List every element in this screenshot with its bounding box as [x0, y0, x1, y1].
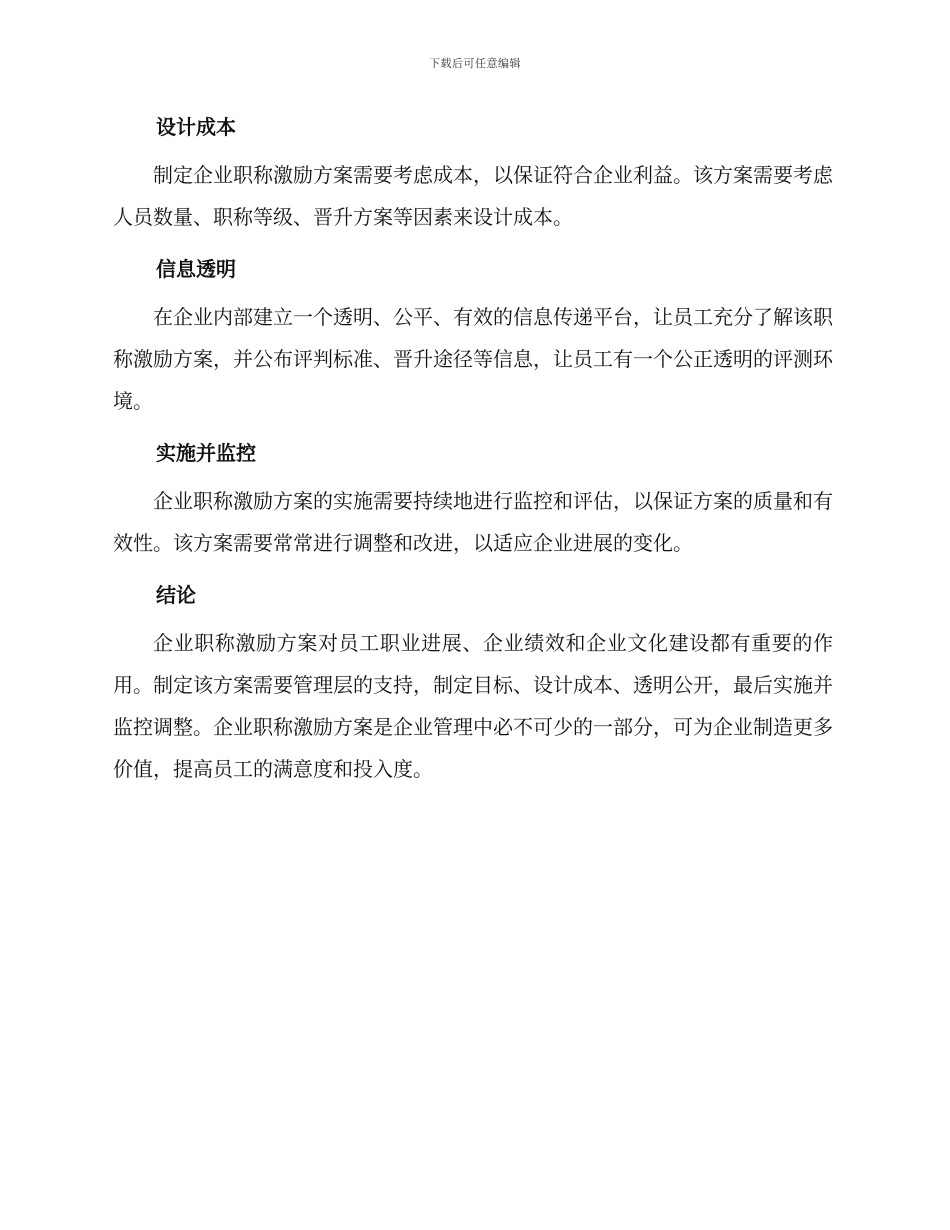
section-conclusion [113, 580, 833, 790]
section-paragraph: 企业职称激励方案的实施需要持续地进行监控和评估，以保证方案的质量和有效性。该方案需要常常进行调整和改进，以适应企业进展的变化。 [113, 489, 833, 555]
section-implement-monitor [113, 438, 833, 564]
section-heading: 结论 [156, 583, 196, 607]
section-paragraph: 在企业内部建立一个透明、公平、有效的信息传递平台，让员工充分了解该职称激励方案，并公布评判标准、晋升途径等信息，让员工有一个公正透明的评测环境。 [113, 305, 833, 413]
section-heading: 信息透明 [156, 257, 236, 281]
section-information-transparency [113, 254, 833, 422]
document-body [113, 112, 833, 806]
section-heading: 实施并监控 [156, 441, 256, 465]
section-paragraph: 企业职称激励方案对员工职业进展、企业绩效和企业文化建设都有重要的作用。制定该方案需要管理层的支持，制定目标、设计成本、透明公开，最后实施并监控调整。企业职称激励方案是企业管理中必不可少的一部分，可为企业制造更多价值，提高员工的满意度和投入度。 [113, 631, 833, 781]
header-note: 下载后可任意编辑 [429, 57, 521, 70]
section-heading: 设计成本 [156, 115, 236, 139]
section-design-cost [113, 112, 833, 238]
section-paragraph: 制定企业职称激励方案需要考虑成本，以保证符合企业利益。该方案需要考虑人员数量、职称等级、晋升方案等因素来设计成本。 [113, 163, 833, 229]
